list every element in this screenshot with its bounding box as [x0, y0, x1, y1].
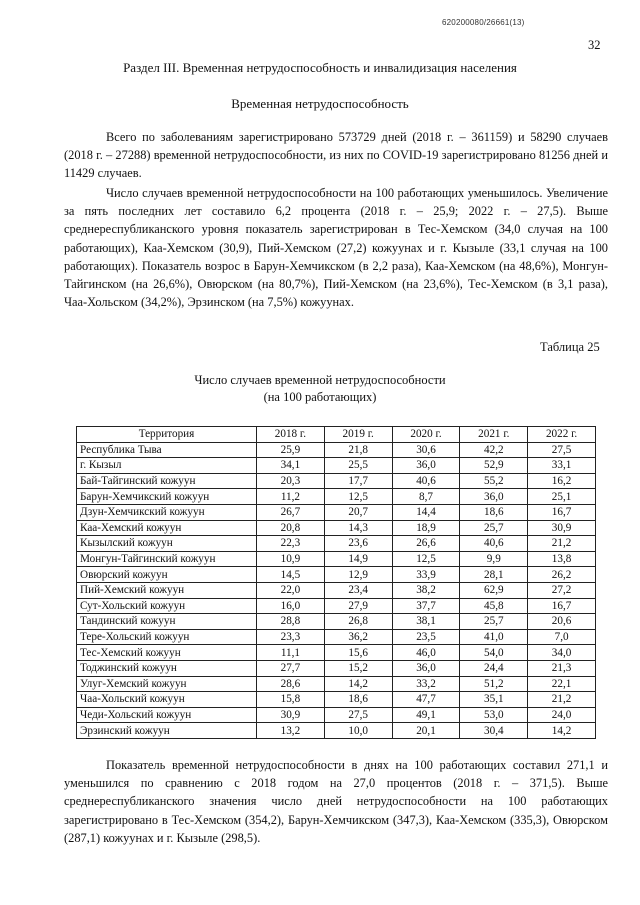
value-cell: 33,9 — [392, 567, 460, 583]
value-cell: 34,0 — [528, 645, 596, 661]
table-row — [77, 614, 596, 630]
table-caption-line2: (на 100 работающих) — [263, 390, 377, 404]
table-row — [77, 567, 596, 583]
table-row — [77, 489, 596, 505]
value-cell: 20,3 — [257, 473, 325, 489]
territory-cell: Каа-Хемский кожуун — [77, 520, 257, 536]
value-cell: 38,1 — [392, 614, 460, 630]
table-row — [77, 504, 596, 520]
value-cell: 53,0 — [460, 707, 528, 723]
value-cell: 23,5 — [392, 629, 460, 645]
value-cell: 11,1 — [257, 645, 325, 661]
value-cell: 27,2 — [528, 582, 596, 598]
value-cell: 23,6 — [324, 536, 392, 552]
territory-cell: Кызылский кожуун — [77, 536, 257, 552]
value-cell: 62,9 — [460, 582, 528, 598]
value-cell: 10,0 — [324, 723, 392, 739]
paragraph-totals: Всего по заболеваниям зарегистрировано 573729 дней (2018 г. – 361159) и 58290 случаев (2018 г. – 27288) временной нетрудоспособности, из них по COVID-19 зарегистрировано 81256 дней и 11429 случаев. — [64, 130, 608, 181]
value-cell: 36,0 — [392, 660, 460, 676]
table-header-row — [77, 427, 596, 443]
value-cell: 26,2 — [528, 567, 596, 583]
value-cell: 33,1 — [528, 458, 596, 474]
value-cell: 37,7 — [392, 598, 460, 614]
header-2018: 2018 г. — [257, 427, 325, 443]
territory-cell: Барун-Хемчикский кожуун — [77, 489, 257, 505]
value-cell: 24,0 — [528, 707, 596, 723]
value-cell: 45,8 — [460, 598, 528, 614]
value-cell: 20,8 — [257, 520, 325, 536]
value-cell: 23,4 — [324, 582, 392, 598]
territory-cell: Улуг-Хемский кожуун — [77, 676, 257, 692]
value-cell: 25,1 — [528, 489, 596, 505]
value-cell: 16,7 — [528, 598, 596, 614]
value-cell: 40,6 — [392, 473, 460, 489]
value-cell: 18,6 — [324, 692, 392, 708]
value-cell: 26,6 — [392, 536, 460, 552]
document-id: 620200080/26661(13) — [442, 18, 525, 27]
table-caption — [0, 372, 640, 406]
paragraph-cases: Число случаев временной нетрудоспособности на 100 работающих уменьшилось. Увеличение за пять последних лет составило 6,2 процента (2018 г. – 25,9; 2022 г. – 27,5). Выше среднереспубликанского уровня показатель зарегистрирован в Тес-Хемском (34,0 случая на 100 работающих), Каа-Хемском (30,9), Пий-Хемском (27,2) кожуунах и г. Кызыле (33,1 случая на 100 работающих). Показатель возрос в Барун-Хемчикском (в 2,2 раза), Каа-Хемском (на 48,6%), Монгун-Тайгинском (на 26,6%), Овюрском (на 80,7%), Пий-Хемском (на 23,6%), Тес-Хемском (в 3,1 раза), Чаа-Хольском (34,2%), Эрзинском (на 7,5%) кожуунах. — [64, 186, 608, 310]
value-cell: 28,1 — [460, 567, 528, 583]
value-cell: 13,2 — [257, 723, 325, 739]
value-cell: 38,2 — [392, 582, 460, 598]
territory-cell: Сут-Хольский кожуун — [77, 598, 257, 614]
value-cell: 36,2 — [324, 629, 392, 645]
table-row — [77, 520, 596, 536]
value-cell: 40,6 — [460, 536, 528, 552]
value-cell: 14,3 — [324, 520, 392, 536]
value-cell: 47,7 — [392, 692, 460, 708]
table-row — [77, 536, 596, 552]
value-cell: 42,2 — [460, 442, 528, 458]
value-cell: 30,4 — [460, 723, 528, 739]
value-cell: 20,1 — [392, 723, 460, 739]
value-cell: 14,2 — [528, 723, 596, 739]
table-row — [77, 645, 596, 661]
value-cell: 20,7 — [324, 504, 392, 520]
header-2022: 2022 г. — [528, 427, 596, 443]
data-table — [76, 426, 596, 739]
value-cell: 12,5 — [392, 551, 460, 567]
value-cell: 14,4 — [392, 504, 460, 520]
territory-cell: Пий-Хемский кожуун — [77, 582, 257, 598]
value-cell: 16,2 — [528, 473, 596, 489]
value-cell: 26,7 — [257, 504, 325, 520]
table-caption-line1: Число случаев временной нетрудоспособности — [194, 373, 446, 387]
value-cell: 51,2 — [460, 676, 528, 692]
territory-cell: Монгун-Тайгинский кожуун — [77, 551, 257, 567]
territory-cell: Тере-Хольский кожуун — [77, 629, 257, 645]
table-row — [77, 598, 596, 614]
table-row — [77, 723, 596, 739]
value-cell: 33,2 — [392, 676, 460, 692]
value-cell: 15,2 — [324, 660, 392, 676]
value-cell: 30,6 — [392, 442, 460, 458]
territory-cell: Чеди-Хольский кожуун — [77, 707, 257, 723]
value-cell: 30,9 — [257, 707, 325, 723]
value-cell: 36,0 — [392, 458, 460, 474]
value-cell: 20,6 — [528, 614, 596, 630]
value-cell: 16,0 — [257, 598, 325, 614]
value-cell: 25,9 — [257, 442, 325, 458]
value-cell: 12,9 — [324, 567, 392, 583]
table-row — [77, 676, 596, 692]
value-cell: 16,7 — [528, 504, 596, 520]
territory-cell: г. Кызыл — [77, 458, 257, 474]
value-cell: 21,2 — [528, 692, 596, 708]
table-row — [77, 692, 596, 708]
value-cell: 26,8 — [324, 614, 392, 630]
value-cell: 25,7 — [460, 614, 528, 630]
value-cell: 23,3 — [257, 629, 325, 645]
value-cell: 21,2 — [528, 536, 596, 552]
value-cell: 22,0 — [257, 582, 325, 598]
value-cell: 52,9 — [460, 458, 528, 474]
value-cell: 27,5 — [324, 707, 392, 723]
value-cell: 18,9 — [392, 520, 460, 536]
section-title: Раздел III. Временная нетрудоспособность и инвалидизация населения — [123, 60, 517, 75]
page-number: 32 — [588, 38, 601, 52]
table-row — [77, 582, 596, 598]
value-cell: 49,1 — [392, 707, 460, 723]
territory-cell: Бай-Тайгинский кожуун — [77, 473, 257, 489]
value-cell: 21,3 — [528, 660, 596, 676]
value-cell: 34,1 — [257, 458, 325, 474]
value-cell: 13,8 — [528, 551, 596, 567]
value-cell: 14,5 — [257, 567, 325, 583]
paragraph-days: Показатель временной нетрудоспособности в днях на 100 работающих составил 271,1 и уменьшился по сравнению с 2018 годом на 27,0 процентов (2018 г. – 371,5). Выше среднереспубликанского значения число дней нетрудоспособности на 100 работающих зарегистрировано в Тес-Хемском (354,2), Барун-Хемчикском (347,3), Каа-Хемском (335,3), Овюрском (287,1) кожуунах и г. Кызыле (298,5). — [64, 758, 608, 845]
subsection-title: Временная нетрудоспособность — [231, 96, 409, 111]
value-cell: 35,1 — [460, 692, 528, 708]
territory-cell: Чаа-Хольский кожуун — [77, 692, 257, 708]
value-cell: 30,9 — [528, 520, 596, 536]
value-cell: 27,5 — [528, 442, 596, 458]
value-cell: 28,8 — [257, 614, 325, 630]
territory-cell: Эрзинский кожуун — [77, 723, 257, 739]
value-cell: 36,0 — [460, 489, 528, 505]
table-label: Таблица 25 — [540, 340, 600, 354]
value-cell: 27,9 — [324, 598, 392, 614]
value-cell: 25,7 — [460, 520, 528, 536]
value-cell: 41,0 — [460, 629, 528, 645]
table-row — [77, 629, 596, 645]
territory-cell: Дзун-Хемчикский кожуун — [77, 504, 257, 520]
value-cell: 21,8 — [324, 442, 392, 458]
value-cell: 15,8 — [257, 692, 325, 708]
value-cell: 54,0 — [460, 645, 528, 661]
value-cell: 14,2 — [324, 676, 392, 692]
territory-cell: Тандинский кожуун — [77, 614, 257, 630]
value-cell: 8,7 — [392, 489, 460, 505]
value-cell: 22,1 — [528, 676, 596, 692]
value-cell: 27,7 — [257, 660, 325, 676]
value-cell: 55,2 — [460, 473, 528, 489]
table-row — [77, 473, 596, 489]
value-cell: 25,5 — [324, 458, 392, 474]
header-2021: 2021 г. — [460, 427, 528, 443]
value-cell: 15,6 — [324, 645, 392, 661]
value-cell: 11,2 — [257, 489, 325, 505]
value-cell: 24,4 — [460, 660, 528, 676]
value-cell: 17,7 — [324, 473, 392, 489]
value-cell: 12,5 — [324, 489, 392, 505]
table-row — [77, 660, 596, 676]
value-cell: 46,0 — [392, 645, 460, 661]
value-cell: 22,3 — [257, 536, 325, 552]
value-cell: 7,0 — [528, 629, 596, 645]
header-2019: 2019 г. — [324, 427, 392, 443]
value-cell: 10,9 — [257, 551, 325, 567]
table-row — [77, 551, 596, 567]
table-row — [77, 707, 596, 723]
value-cell: 18,6 — [460, 504, 528, 520]
table-row — [77, 442, 596, 458]
territory-cell: Тоджинский кожуун — [77, 660, 257, 676]
header-territory: Территория — [77, 427, 257, 443]
value-cell: 14,9 — [324, 551, 392, 567]
territory-cell: Тес-Хемский кожуун — [77, 645, 257, 661]
territory-cell: Овюрский кожуун — [77, 567, 257, 583]
value-cell: 28,6 — [257, 676, 325, 692]
value-cell: 9,9 — [460, 551, 528, 567]
table-row — [77, 458, 596, 474]
header-2020: 2020 г. — [392, 427, 460, 443]
territory-cell: Республика Тыва — [77, 442, 257, 458]
